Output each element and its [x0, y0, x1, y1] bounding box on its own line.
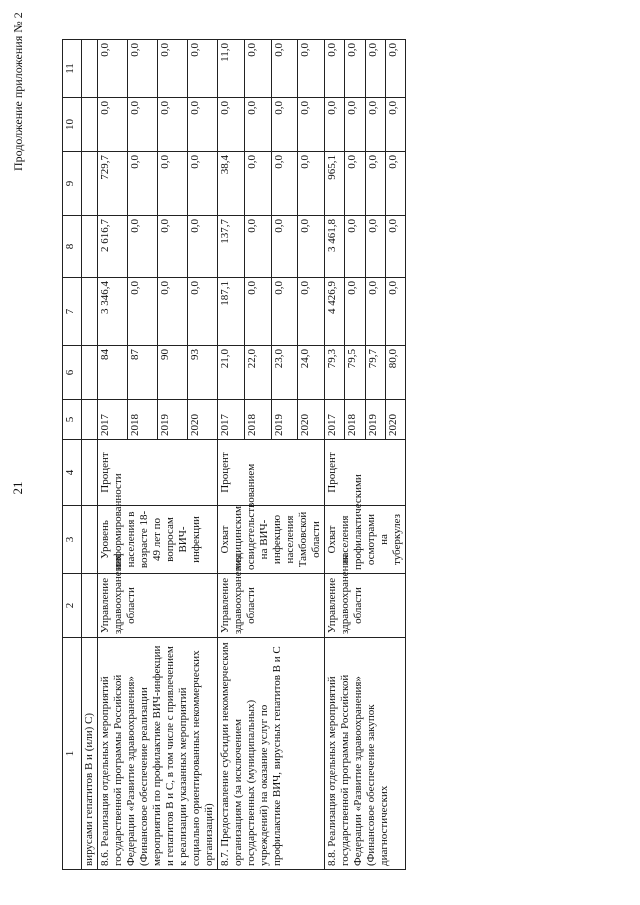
value-cell: 0,0 [244, 152, 271, 216]
col-header-11: 11 [63, 40, 82, 98]
value-cell: 0,0 [345, 152, 365, 216]
value-cell: 0,0 [298, 278, 325, 346]
value-cell: 0,0 [298, 216, 325, 278]
value-cell: 2 616,7 [98, 216, 128, 278]
value-cell: 0,0 [365, 98, 385, 152]
year-cell: 2017 [98, 400, 128, 440]
year-cell: 2017 [325, 400, 345, 440]
measure-name: 8.7. Предоставление субсидии некоммерческим организациям (за исключением государственных (муниципальных) учреждений) на оказание услуг по профилактике ВИЧ, вирусных гепатитов В и С [218, 638, 325, 870]
appendix-title: Продолжение приложения № 2 [11, 12, 25, 171]
measure-name: 8.8. Реализация отдельных мероприятий государственной программы Российской Федерации «Развитие здравоохранения» (Финансовое обеспечение закупок диагностических [325, 638, 406, 870]
executor: Управление здравоохранения области [218, 574, 325, 638]
rotated-table [62, 40, 587, 870]
value-cell: 0,0 [271, 98, 298, 152]
value-cell: 0,0 [385, 278, 405, 346]
unit: Процент [325, 440, 406, 506]
executor: Управление здравоохранения области [325, 574, 406, 638]
year-cell: 2017 [218, 400, 245, 440]
value-cell: 4 426,9 [325, 278, 345, 346]
table-row [325, 40, 345, 870]
value-cell: 79,7 [365, 346, 385, 400]
value-cell: 0,0 [244, 278, 271, 346]
value-cell: 0,0 [158, 278, 188, 346]
value-cell: 0,0 [385, 216, 405, 278]
value-cell: 0,0 [298, 40, 325, 98]
year-cell: 2019 [271, 400, 298, 440]
value-cell: 0,0 [298, 152, 325, 216]
year-cell: 2018 [345, 400, 365, 440]
value-cell: 0,0 [365, 216, 385, 278]
value-cell: 0,0 [365, 40, 385, 98]
value-cell: 21,0 [218, 346, 245, 400]
year-cell: 2018 [244, 400, 271, 440]
col-header-7: 7 [63, 278, 82, 346]
value-cell: 0,0 [385, 152, 405, 216]
value-cell: 38,4 [218, 152, 245, 216]
col-header-3: 3 [63, 506, 82, 574]
col-header-9: 9 [63, 152, 82, 216]
value-cell: 80,0 [385, 346, 405, 400]
value-cell: 90 [158, 346, 188, 400]
value-cell: 23,0 [271, 346, 298, 400]
value-cell: 3 461,8 [325, 216, 345, 278]
value-cell: 729,7 [98, 152, 128, 216]
value-cell: 0,0 [385, 40, 405, 98]
value-cell: 0,0 [244, 216, 271, 278]
indicator-name: Уровень информированности населения в возрасте 18-49 лет по вопросам ВИЧ-инфекции [98, 506, 218, 574]
col-header-1: 1 [63, 638, 82, 870]
value-cell: 79,5 [345, 346, 365, 400]
value-cell: 0,0 [271, 40, 298, 98]
value-cell: 0,0 [128, 40, 158, 98]
table-row [98, 40, 128, 870]
value-cell: 3 346,4 [98, 278, 128, 346]
indicator-name: Охват населения профилактическими осмотрами на туберкулез [325, 506, 406, 574]
value-cell: 0,0 [188, 216, 218, 278]
value-cell: 24,0 [298, 346, 325, 400]
col-header-8: 8 [63, 216, 82, 278]
value-cell: 0,0 [345, 40, 365, 98]
value-cell: 0,0 [325, 40, 345, 98]
value-cell: 0,0 [325, 98, 345, 152]
year-cell: 2019 [158, 400, 188, 440]
col-header-4: 4 [63, 440, 82, 506]
value-cell: 0,0 [385, 98, 405, 152]
value-cell: 965,1 [325, 152, 345, 216]
value-cell: 0,0 [271, 278, 298, 346]
program-table [62, 39, 406, 870]
year-cell: 2019 [365, 400, 385, 440]
column-number-row [63, 40, 82, 870]
value-cell: 0,0 [98, 40, 128, 98]
value-cell: 137,7 [218, 216, 245, 278]
value-cell: 87 [128, 346, 158, 400]
value-cell: 0,0 [128, 278, 158, 346]
value-cell: 0,0 [98, 98, 128, 152]
value-cell: 0,0 [218, 98, 245, 152]
col-header-10: 10 [63, 98, 82, 152]
table-row [218, 40, 245, 870]
value-cell: 79,3 [325, 346, 345, 400]
value-cell: 0,0 [271, 152, 298, 216]
executor: Управление здравоохранения области [98, 574, 218, 638]
value-cell: 0,0 [188, 278, 218, 346]
col-header-6: 6 [63, 346, 82, 400]
measure-name: 8.6. Реализация отдельных мероприятий государственной программы Российской Федерации «Развитие здравоохранения» (Финансовое обеспечение реализации мероприятий по профилактике ВИЧ-инфекции и гепатитов В и С, в том числе с привлечением к реализации указанных мероприятий социально ориентированных некоммерческих организаций) [98, 638, 218, 870]
value-cell: 0,0 [188, 98, 218, 152]
value-cell: 0,0 [158, 216, 188, 278]
value-cell: 0,0 [345, 278, 365, 346]
value-cell: 0,0 [158, 40, 188, 98]
value-cell: 0,0 [128, 152, 158, 216]
continuation-row [82, 40, 98, 870]
value-cell: 0,0 [244, 98, 271, 152]
year-cell: 2020 [298, 400, 325, 440]
value-cell: 0,0 [345, 98, 365, 152]
continuation-text: вирусами гепатитов В и (или) С) [82, 638, 98, 870]
value-cell: 0,0 [188, 40, 218, 98]
year-cell: 2020 [188, 400, 218, 440]
unit: Процент [218, 440, 325, 506]
indicator-name: Охват медицинским освидетельствованием на ВИЧ-инфекцию населения Тамбовской области [218, 506, 325, 574]
value-cell: 0,0 [128, 216, 158, 278]
year-cell: 2018 [128, 400, 158, 440]
value-cell: 0,0 [298, 98, 325, 152]
col-header-5: 5 [63, 400, 82, 440]
year-cell: 2020 [385, 400, 405, 440]
value-cell: 0,0 [128, 98, 158, 152]
value-cell: 0,0 [271, 216, 298, 278]
value-cell: 93 [188, 346, 218, 400]
page-number: 21 [10, 481, 25, 495]
value-cell: 0,0 [365, 152, 385, 216]
table-container [62, 40, 640, 866]
value-cell: 187,1 [218, 278, 245, 346]
value-cell: 0,0 [244, 40, 271, 98]
value-cell: 0,0 [158, 98, 188, 152]
value-cell: 0,0 [158, 152, 188, 216]
value-cell: 84 [98, 346, 128, 400]
value-cell: 0,0 [365, 278, 385, 346]
col-header-2: 2 [63, 574, 82, 638]
value-cell: 22,0 [244, 346, 271, 400]
unit: Процент [98, 440, 218, 506]
value-cell: 0,0 [345, 216, 365, 278]
value-cell: 0,0 [188, 152, 218, 216]
value-cell: 11,0 [218, 40, 245, 98]
